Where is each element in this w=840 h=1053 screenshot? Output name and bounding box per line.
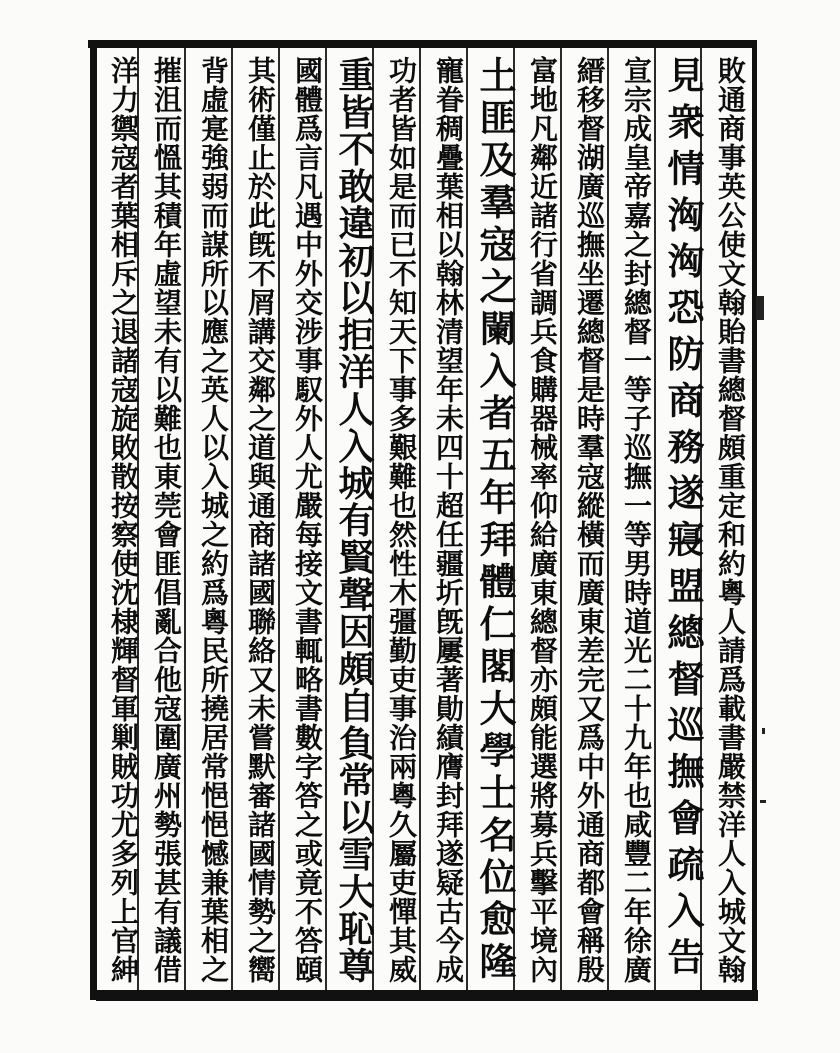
- text-column-4: 縉移督湖廣巡撫坐遷總督是時羣寇縱橫而廣東差完又爲中外通商都會稱殷: [573, 56, 606, 984]
- ink-mark: [760, 800, 766, 803]
- text-column-2: 見衆情洶洶恐防商務遂寢盟總督巡撫會疏入告: [661, 56, 705, 984]
- text-column-10: 國體爲言凡遇中外交涉事馭外人尤嚴每接文書輒略書數字答之或竟不答頤: [291, 56, 324, 984]
- text-column-1: 敗通商事英公使文翰貽書總督頗重定和約粵人請爲載書嚴禁洋人入城文翰: [714, 56, 747, 984]
- text-column-6: 土匪及羣寇之闌入者五年拜體仁閣大學士名位愈隆: [473, 56, 517, 984]
- frame-left-border: [90, 40, 97, 1000]
- text-column-3: 宣宗成皇帝嘉之封總督一等子巡撫一等男時道光二十九年也咸豐二年徐廣: [620, 56, 653, 984]
- text-column-12: 背虛寔強弱而謀所以應之英人以入城之約爲粵民所撓居常悒悒憾兼葉相之: [197, 56, 230, 984]
- ink-blot: [756, 296, 764, 320]
- text-column-5: 富地凡鄰近諸行省調兵食購器械率仰給廣東總督亦頗能選將募兵擊平境內: [526, 56, 559, 984]
- text-column-13: 摧沮而慍其積年虛望未有以難也東莞會匪倡亂合他寇圍廣州勢張甚有議借: [150, 56, 183, 984]
- text-column-11: 其術僅止於此旣不屑講交鄰之道與通商諸國聯絡又未嘗默審諸國情勢之嚮: [244, 56, 277, 984]
- text-column-7: 寵眷稠疊葉相以翰林清望年未四十超任疆圻旣屢著勛績膺封拜遂疑古今成: [432, 56, 465, 984]
- frame-bottom-border: [96, 990, 758, 1001]
- text-column-9: 重皆不敢違初以拒洋人入城有賢聲因頗自負常以雪大恥尊: [333, 56, 375, 984]
- text-column-8: 功者皆如是而已不知天下事多艱難也然性木彊勤吏事治兩粵久屬吏憚其威: [385, 56, 418, 984]
- ink-mark: [762, 728, 765, 734]
- text-column-14: 洋力禦寇者葉相斥之退諸寇旋敗散按察使沈棣輝督軍剿賊功尤多列上官紳: [107, 56, 140, 984]
- frame-top-border: [88, 40, 756, 48]
